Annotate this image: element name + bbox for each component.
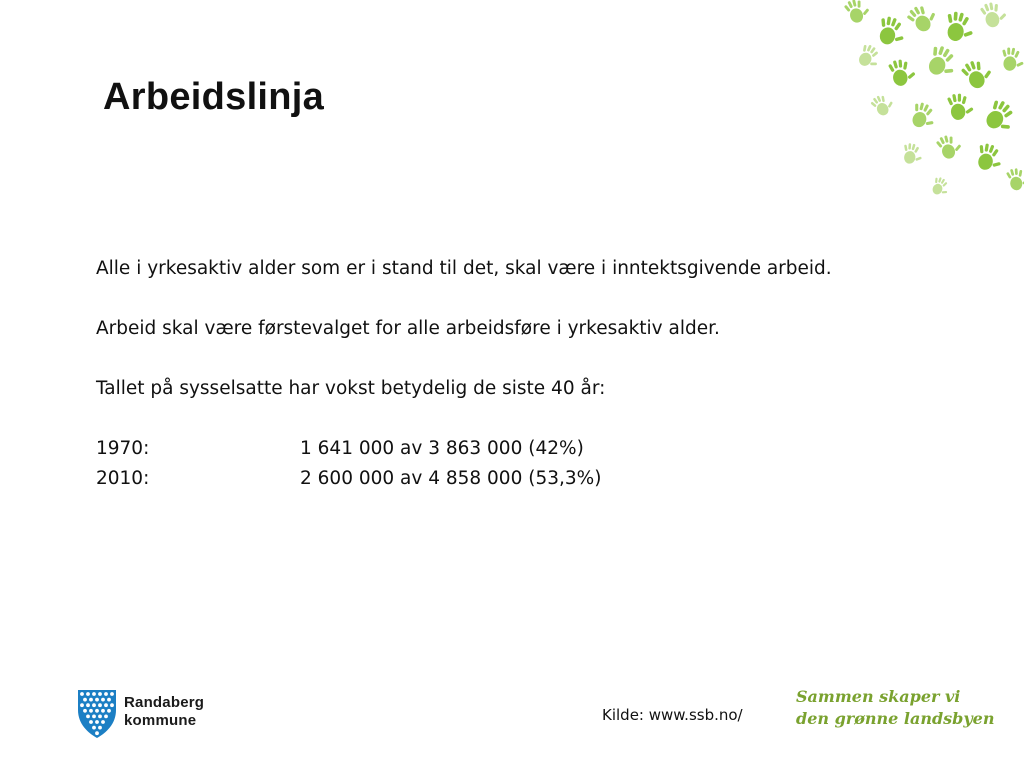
coat-of-arms-shield-icon <box>76 688 118 740</box>
slide-title: Arbeidslinja <box>103 76 325 118</box>
logo-text-line2: kommune <box>124 712 197 729</box>
slide-body <box>96 254 956 494</box>
slogan-line2: den grønne landsbyen <box>796 709 995 728</box>
logo-text-line1: Randaberg <box>124 694 205 711</box>
slogan <box>796 686 994 730</box>
source-text: Kilde: www.ssb.no/ <box>602 706 743 724</box>
stat-row-2010 <box>96 464 956 494</box>
stat-row-1970 <box>96 434 956 464</box>
slogan-line1: Sammen skaper vi <box>796 687 961 706</box>
handprints-decoration-icon <box>826 0 1024 200</box>
paragraph-1: Alle i yrkesaktiv alder som er i stand til det, skal være i inntektsgivende arbeid. <box>96 258 832 279</box>
stat-year: 2010: <box>96 468 150 489</box>
stat-year: 1970: <box>96 438 150 459</box>
stat-value: 2 600 000 av 4 858 000 (53,3%) <box>300 468 602 489</box>
paragraph-2: Arbeid skal være førstevalget for alle arbeidsføre i yrkesaktiv alder. <box>96 318 720 339</box>
randaberg-kommune-logo <box>76 688 216 740</box>
paragraph-3: Tallet på sysselsatte har vokst betydelig de siste 40 år: <box>96 378 606 399</box>
stat-value: 1 641 000 av 3 863 000 (42%) <box>300 438 584 459</box>
